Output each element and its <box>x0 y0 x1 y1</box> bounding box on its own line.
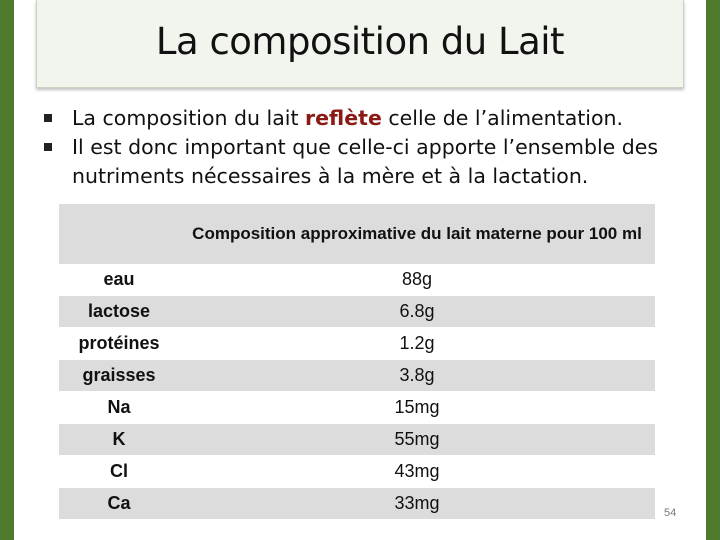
nutrient-value: 6.8g <box>179 296 655 328</box>
nutrient-value: 55mg <box>179 424 655 456</box>
highlighted-word: reflète <box>305 106 382 130</box>
table-header-row <box>59 204 655 264</box>
nutrient-name: K <box>59 424 179 456</box>
page-number: 54 <box>664 507 677 519</box>
nutrient-name: lactose <box>59 296 179 328</box>
title-box <box>36 0 684 88</box>
composition-table <box>59 204 655 520</box>
table-row <box>59 392 655 424</box>
table-row <box>59 328 655 360</box>
table-row <box>59 488 655 520</box>
nutrient-value: 43mg <box>179 456 655 488</box>
table-header: Composition approximative du lait materne pour 100 ml <box>179 204 655 264</box>
table-header-empty <box>59 204 179 264</box>
nutrient-name: Ca <box>59 488 179 520</box>
square-bullet-icon <box>44 143 52 151</box>
nutrient-value: 3.8g <box>179 360 655 392</box>
nutrient-value: 33mg <box>179 488 655 520</box>
bullet-list <box>44 104 684 191</box>
nutrient-name: Cl <box>59 456 179 488</box>
bullet-text: Il est donc important que celle-ci apporte l’ensemble des nutriments nécessaires à la mère et à la lactation. <box>72 135 659 188</box>
table-row <box>59 264 655 296</box>
nutrient-value: 88g <box>179 264 655 296</box>
nutrient-name: protéines <box>59 328 179 360</box>
bullet-text-after: celle de l’alimentation. <box>381 106 624 130</box>
table-row <box>59 424 655 456</box>
table-row <box>59 456 655 488</box>
nutrient-name: graisses <box>59 360 179 392</box>
bullet-item <box>44 133 684 191</box>
table-row <box>59 360 655 392</box>
slide-title: La composition du Lait <box>155 20 565 63</box>
table-row <box>59 296 655 328</box>
bullet-item <box>44 104 684 133</box>
nutrient-name: eau <box>59 264 179 296</box>
nutrient-value: 1.2g <box>179 328 655 360</box>
nutrient-value: 15mg <box>179 392 655 424</box>
nutrient-name: Na <box>59 392 179 424</box>
square-bullet-icon <box>44 114 52 122</box>
bullet-text-before: La composition du lait <box>72 106 306 130</box>
